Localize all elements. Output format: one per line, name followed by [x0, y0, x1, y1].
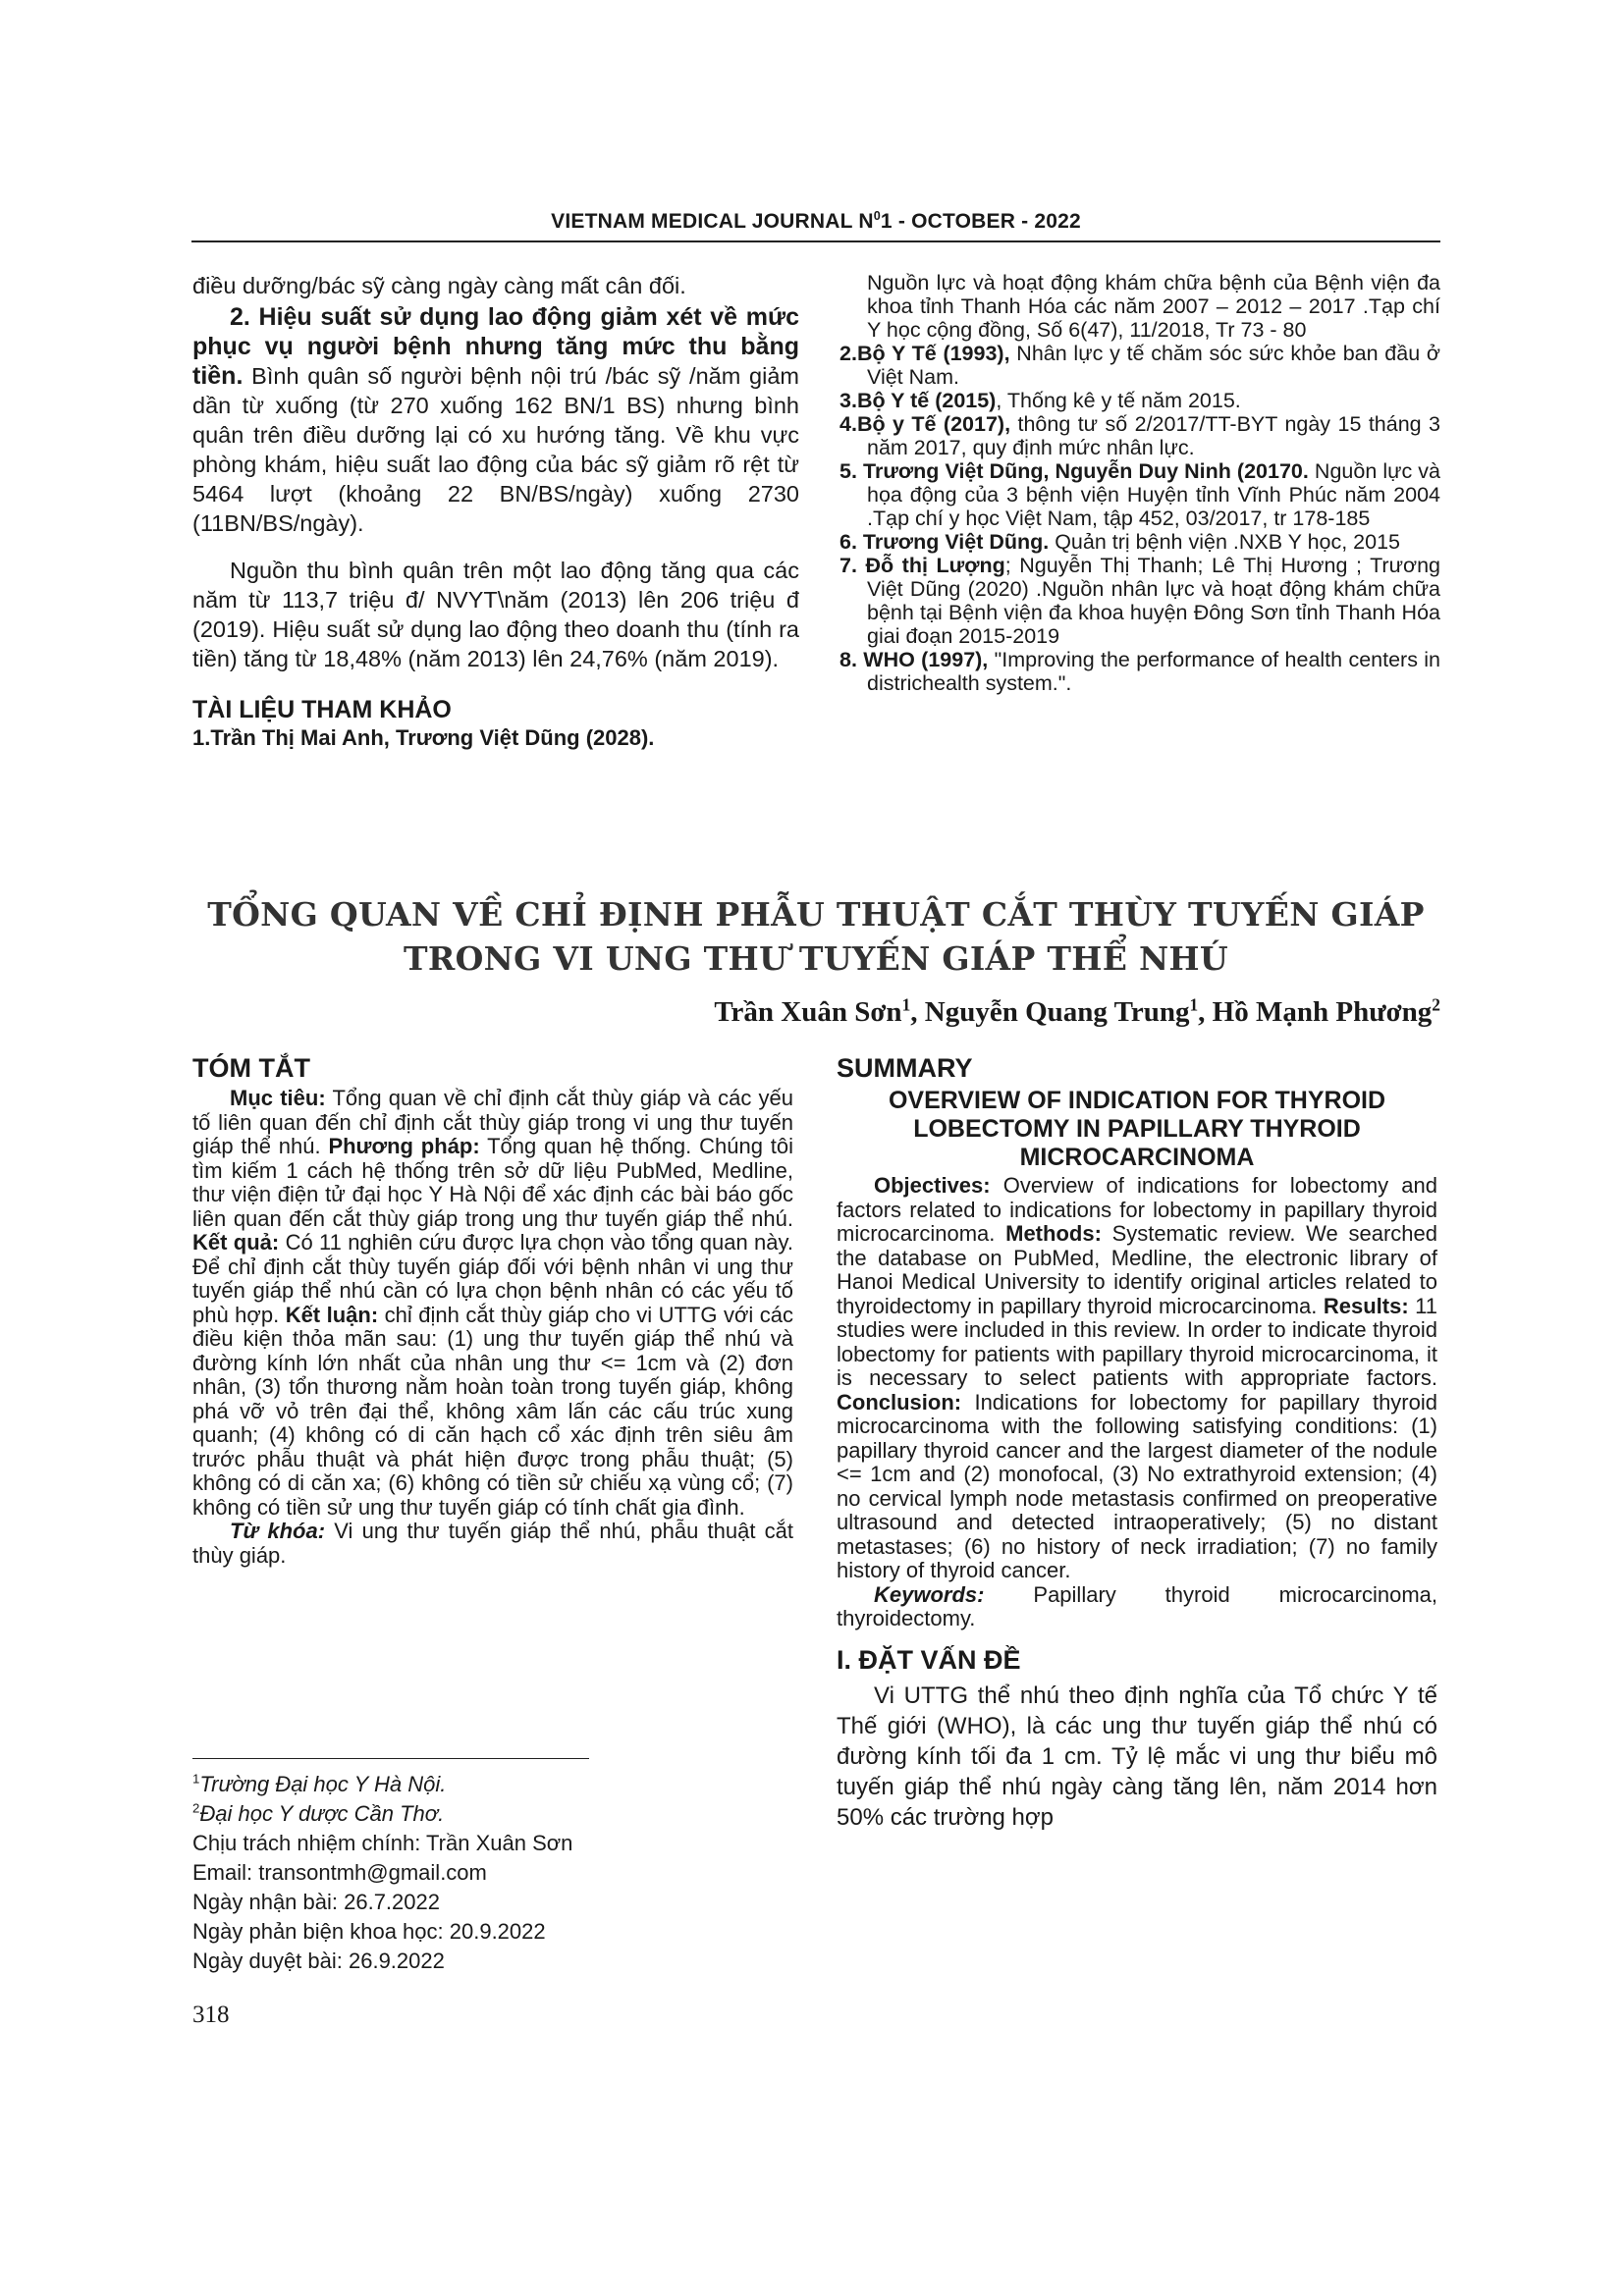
reference-text: , Thống kê y tế năm 2015.	[996, 389, 1241, 412]
reference-authors: Trương Việt Dũng, Nguyễn Duy Ninh (20170.	[863, 459, 1309, 483]
english-abstract	[837, 1053, 1437, 1833]
reference-authors: WHO (1997),	[863, 648, 989, 671]
reference-item	[839, 648, 1440, 695]
references-list	[839, 271, 1440, 695]
objective-text: Tổng quan về chỉ định cắt thùy giáp và các yếu tố liên quan đến chỉ định cắt thùy giáp trong vi ung thư tuyến giáp thể nhú.	[192, 1086, 794, 1158]
affiliation-1-sup: 1	[192, 1771, 200, 1787]
footnotes	[192, 1770, 572, 1976]
method-label: Phương pháp:	[328, 1134, 480, 1158]
footnote-rule	[192, 1758, 589, 1759]
journal-name: VIETNAM MEDICAL JOURNAL N	[551, 210, 874, 233]
reference-number: 6.	[839, 530, 863, 554]
intro-text: Vi UTTG thể nhú theo định nghĩa của Tổ chức Y tế Thế giới (WHO), là các ung thư tuyến giáp thể nhú có đường kính tối đa 1 cm. Tỷ lệ mắc vi ung thư biểu mô tuyến giáp thể nhú ngày càng tăng lên, năm 2014 hơn 50% các trường hợp	[837, 1682, 1437, 1831]
page-number: 318	[192, 2002, 230, 2028]
abstract-body-vn	[192, 1087, 793, 1520]
keywords-en	[837, 1583, 1437, 1631]
author-2: Nguyễn Quang Trung	[924, 996, 1190, 1028]
reference-text: Nhân lực y tế chăm sóc sức khỏe ban đầu ở Việt Nam.	[867, 342, 1440, 389]
objective-text-en: Overview of indications for lobectomy and factors related to indications for lobectomy in papillary thyroid microcarcinoma.	[837, 1173, 1437, 1246]
reference-item	[839, 342, 1440, 389]
author-list: Trần Xuân Sơn$^1$, Nguyễn Quang Trung$^1$, Hồ Mạnh Phương$^2$	[714, 994, 1440, 1028]
reference-authors: Bộ Y Tế (1993),	[856, 342, 1010, 365]
prev-article-paragraph-2	[192, 302, 799, 538]
journal-header	[191, 210, 1440, 234]
reference-authors: Bộ Y tế (2015)	[856, 389, 997, 412]
reference-number: 7.	[839, 554, 866, 577]
references-heading: TÀI LIỆU THAM KHẢO	[192, 696, 452, 723]
reference-number: 4.	[839, 412, 857, 436]
header-rule	[191, 240, 1440, 242]
affiliation-2-sup: 2	[192, 1800, 200, 1816]
paragraph-2-heading: 2. Hiệu suất sử dụng lao động giảm xét về mức phục vụ người bệnh nhưng tăng mức thu bằng tiền.	[192, 303, 799, 390]
objective-label: Mục tiêu:	[230, 1086, 326, 1110]
conclusion-text: chỉ định cắt thùy giáp cho vi UTTG với các điều kiện thỏa mãn sau: (1) ung thư tuyến giáp thể nhú và đường kính lớn nhất của nhân ung thư <= 1cm và (2) đơn nhân, (3) tổn thương nằm hoàn toàn trong tuyến giáp, không phá vỡ vỏ trên đại thể, không xâm lấn các cấu trúc xung quanh; (4) không có di căn hạch cổ xác định trên siêu âm trước phẫu thuật và phát hiện được trong phẫu thuật; (5) không có di căn xa; (6) không có tiền sử chiếu xạ vùng cổ; (7) không có tiền sử ung thư tuyến giáp có tính chất gia đình.	[192, 1302, 793, 1520]
date-accepted: Ngày duyệt bài: 26.9.2022	[192, 1949, 445, 1973]
author-3-affiliation: 2	[1432, 994, 1440, 1015]
journal-number-sup: 0	[873, 209, 881, 223]
reference-text: Quản trị bệnh viện .NXB Y học, 2015	[1049, 530, 1401, 554]
date-reviewed: Ngày phản biện khoa học: 20.9.2022	[192, 1919, 546, 1944]
reference-authors: Đỗ thị Lượng	[865, 554, 1005, 577]
reference-1-authors: 1.Trần Thị Mai Anh, Trương Việt Dũng (2028).	[192, 725, 655, 750]
reference-authors: Bộ y Tế (2017),	[856, 412, 1011, 436]
abstract-heading-en: SUMMARY	[837, 1053, 973, 1083]
author-3: Hồ Mạnh Phương	[1212, 996, 1433, 1028]
vietnamese-abstract	[192, 1053, 793, 1568]
reference-item	[839, 530, 1440, 554]
prev-article-line: điều dưỡng/bác sỹ càng ngày càng mất cân đối.	[192, 273, 686, 298]
journal-issue: 1 - OCTOBER - 2022	[880, 210, 1081, 233]
date-received: Ngày nhận bài: 26.7.2022	[192, 1890, 440, 1914]
intro-heading: I. ĐẶT VẤN ĐỀ	[837, 1644, 1021, 1675]
prev-article-paragraph-3: Nguồn thu bình quân trên một lao động tăng qua các năm từ 113,7 triệu đ/ NVYT\năm (2013) lên 206 triệu đ (2019). Hiệu suất sử dụng lao động theo doanh thu (tính ra tiền) tăng từ 18,48% (năm 2013) lên 24,76% (năm 2019).	[192, 558, 799, 671]
article-title-line-1: TỔNG QUAN VỀ CHỈ ĐỊNH PHẪU THUẬT CẮT THÙY TUYẾN GIÁP	[207, 895, 1425, 934]
affiliation-2	[192, 1799, 572, 1829]
reference-item	[839, 389, 1440, 412]
reference-number: 3.	[839, 389, 857, 412]
abstract-body-en	[837, 1174, 1437, 1583]
keywords-text-vn: Vi ung thư tuyến giáp thể nhú, phẫu thuật cắt thùy giáp.	[192, 1519, 793, 1568]
author-1-affiliation: 1	[901, 994, 911, 1015]
author-1: Trần Xuân Sơn	[714, 996, 902, 1028]
objective-label-en: Objectives:	[874, 1173, 991, 1198]
reference-item	[839, 412, 1440, 459]
reference-text: Nguồn lực và họa động của 3 bệnh viện Huyện tỉnh Vĩnh Phúc năm 2004 .Tạp chí y học Việt Nam, tập 452, 03/2017, tr 178-185	[867, 459, 1441, 530]
conclusion-label: Kết luận:	[285, 1302, 379, 1327]
reference-authors: Trương Việt Dũng.	[862, 530, 1050, 554]
result-text-en: 11 studies were included in this review. In order to indicate thyroid lobectomy for patients with papillary thyroid microcarcinoma, it is necessary to select patients with appropriate factors.	[837, 1293, 1437, 1390]
keywords-text-en: Papillary thyroid microcarcinoma, thyroidectomy.	[837, 1581, 1437, 1630]
responsible-author: Chịu trách nhiệm chính: Trần Xuân Sơn	[192, 1831, 573, 1855]
abstract-heading-vn: TÓM TẮT	[192, 1053, 310, 1083]
reference-1-continued: Nguồn lực và hoạt động khám chữa bệnh của Bệnh viện đa khoa tỉnh Thanh Hóa các năm 2007 – 2012 – 2017 .Tạp chí Y học cộng đồng, Số 6(47), 11/2018, Tr 73 - 80	[867, 271, 1440, 342]
reference-item	[839, 554, 1440, 648]
reference-item	[839, 459, 1440, 530]
method-text-en: Systematic review. We searched the database on PubMed, Medline, the electronic library of Hanoi Medical University to identify original articles related to thyroidectomy in papillary thyroid microcarcinoma.	[837, 1221, 1438, 1318]
result-text: Có 11 nghiên cứu được lựa chọn vào tổng quan này. Để chỉ định cắt thùy tuyến giáp đối với bệnh nhân vi ung thư tuyến giáp thể nhú cần có lựa chọn bệnh nhân có các yếu tố phù hợp.	[192, 1230, 794, 1327]
reference-number: 2.	[839, 342, 857, 365]
english-title: OVERVIEW OF INDICATION FOR THYROID LOBECTOMY IN PAPILLARY THYROID MICROCARCINOMA	[888, 1087, 1386, 1171]
paragraph-2-text: Bình quân số người bệnh nội trú /bác sỹ /năm giảm dần từ xuống (từ 270 xuống 162 BN/1 BS) nhưng bình quân trên điều dưỡng lại có xu hướng tăng. Về khu vực phòng khám, hiệu suất lao động của bác sỹ giảm rõ rệt từ 5464 lượt (khoảng 22 BN/BS/ngày) xuống 2730 (11BN/BS/ngày).	[192, 363, 799, 536]
prev-article-left-column	[192, 271, 799, 752]
conclusion-text-en: Indications for lobectomy for papillary thyroid microcarcinoma with the following satisfying conditions: (1) papillary thyroid cancer and the largest diameter of the nodule <= 1cm and (2) monofocal, (3) No extrathyroid extension; (4) no cervical lymph node metastasis confirmed on preoperative ultrasound and detected intraoperatively; (5) no distant metastases; (6) no history of neck irradiation; (7) no family history of thyroid cancer.	[837, 1389, 1437, 1582]
method-text: Tổng quan hệ thống. Chúng tôi tìm kiếm 1 cách hệ thống trên sở dữ liệu PubMed, Medline, thư viện điện tử đại học Y Hà Nội để xác định các bài báo gốc liên quan đến cắt thùy giáp trong ung thư tuyến giáp thể nhú.	[192, 1134, 793, 1231]
reference-text: ; Nguyễn Thị Thanh; Lê Thị Hương ; Trương Việt Dũng (2020) .Nguồn nhân lực và hoạt động khám chữa bệnh tại Bệnh viện đa khoa huyện Đông Sơn tỉnh Thanh Hóa giai đoạn 2015-2019	[867, 554, 1440, 648]
reference-text: thông tư số 2/2017/TT-BYT ngày 15 tháng 3 năm 2017, quy định mức nhân lực.	[867, 412, 1441, 459]
author-2-affiliation: 1	[1189, 994, 1199, 1015]
result-label: Kết quả:	[192, 1230, 280, 1255]
keywords-label-vn: Từ khóa:	[230, 1519, 326, 1543]
article-title-line-2: TRONG VI UNG THƯ TUYẾN GIÁP THỂ NHÚ	[404, 939, 1228, 978]
keywords-label-en: Keywords:	[874, 1581, 985, 1607]
affiliation-2-text: Đại học Y dược Cần Thơ.	[199, 1801, 445, 1826]
reference-text: "Improving the performance of health centers in districhealth system.".	[867, 648, 1441, 695]
author-email: Email: transontmh@gmail.com	[192, 1860, 487, 1885]
affiliation-1	[192, 1770, 572, 1799]
keywords-vn	[192, 1520, 793, 1568]
reference-number: 8.	[839, 648, 864, 671]
result-label-en: Results:	[1323, 1293, 1409, 1318]
method-label-en: Methods:	[1005, 1221, 1102, 1246]
reference-number: 5.	[839, 459, 863, 483]
affiliation-1-text: Trường Đại học Y Hà Nội.	[199, 1772, 447, 1796]
conclusion-label-en: Conclusion:	[837, 1389, 962, 1415]
